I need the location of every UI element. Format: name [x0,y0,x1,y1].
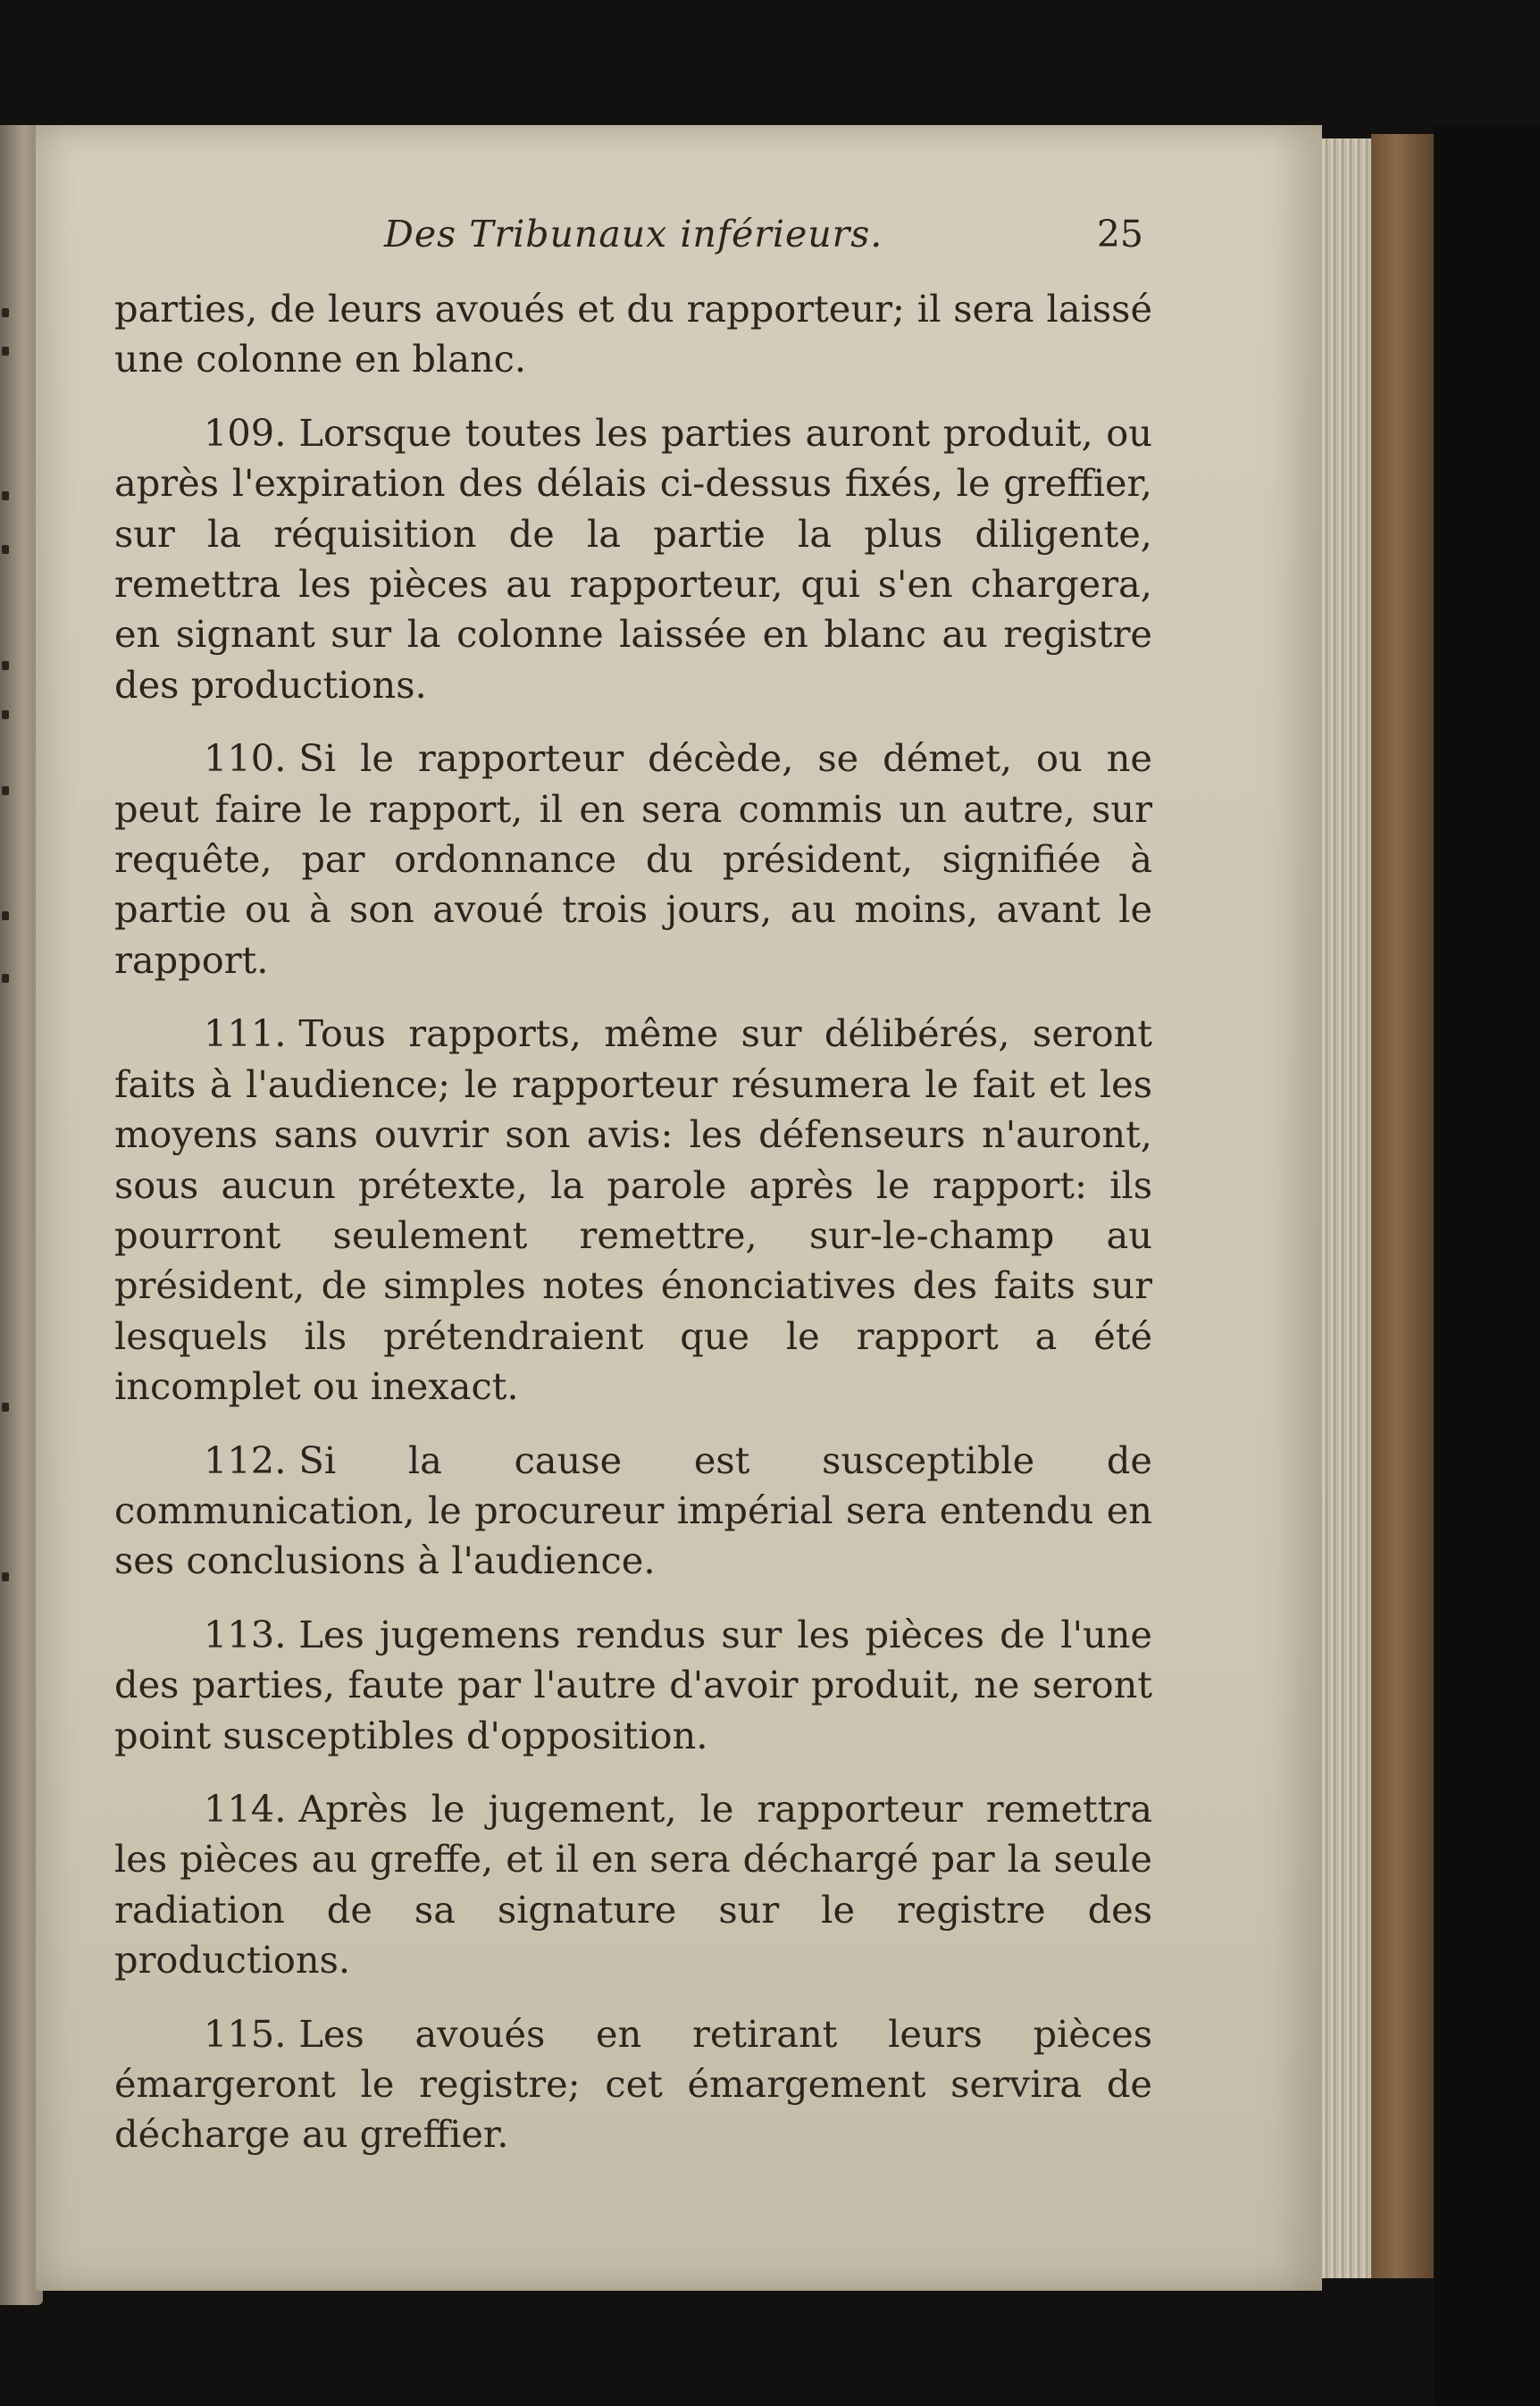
article-115 [114,2009,1152,2160]
article-number: 113. [204,1612,287,1656]
article-114 [114,1784,1152,1986]
page-body [114,284,1152,2160]
article-112 [114,1436,1152,1587]
article-text: Si le rapporteur décède, se démet, ou ne peut faire le rapport, il en sera commis un autre, sur requête, par ordonnance du président, signifiée à partie ou à son avoué trois jours, au moins, avant le rapport. [114,736,1152,982]
article-text: Lorsque toutes les parties auront produit, ou après l'expiration des délais ci-dessus fixés, le greffier, sur la réquisition de la partie la plus diligente, remettra les pièces au rapporteur, qui s'en chargera, en signant sur la colonne laissée en blanc au registre des productions. [114,410,1152,707]
page-header [116,213,1143,266]
continuation-paragraph: parties, de leurs avoués et du rapporteur; il sera laissé une colonne en blanc. [114,287,1152,381]
article-113 [114,1610,1152,1761]
article-number: 109. [204,410,287,455]
page-number: 25 [1096,213,1143,256]
background-shadow [1434,125,1540,2406]
article-text: Les jugemens rendus sur les pièces de l'une des parties, faute par l'autre d'avoir produit, ne seront point susceptibles d'opposition. [114,1612,1152,1757]
article-number: 112. [204,1438,287,1482]
article-text: Après le jugement, le rapporteur remettra les pièces au greffe, et il en sera déchargé par la seule radiation de sa signature sur le registre des productions. [114,1786,1152,1983]
article-number: 114. [204,1786,287,1831]
article-number: 111. [204,1011,287,1056]
article-text: Tous rapports, même sur délibérés, seront faits à l'audience; le rapporteur résumera le fait et les moyens sans ouvrir son avis: les défenseurs n'auront, sous aucun prétexte, la parole après le rapport: ils pourront seulement remettre, sur-le-champ au président, de simples notes énonciatives des faits sur lesquels ils prétendraient que le rapport a été incomplet ou inexact. [114,1011,1152,1409]
article-text: Si la cause est susceptible de communication, le procureur impérial sera entendu en ses conclusions à l'audience. [114,1438,1152,1583]
article-number: 115. [204,2011,287,2056]
article-110 [114,734,1152,985]
article-109 [114,408,1152,710]
article-text: Les avoués en retirant leurs pièces émargeront le registre; cet émargement servira de décharge au greffier. [114,2011,1152,2157]
running-head: Des Tribunaux inférieurs. [384,213,883,256]
article-111 [114,1009,1152,1412]
article-number: 110. [204,736,287,781]
book-spine [1371,134,1434,2278]
